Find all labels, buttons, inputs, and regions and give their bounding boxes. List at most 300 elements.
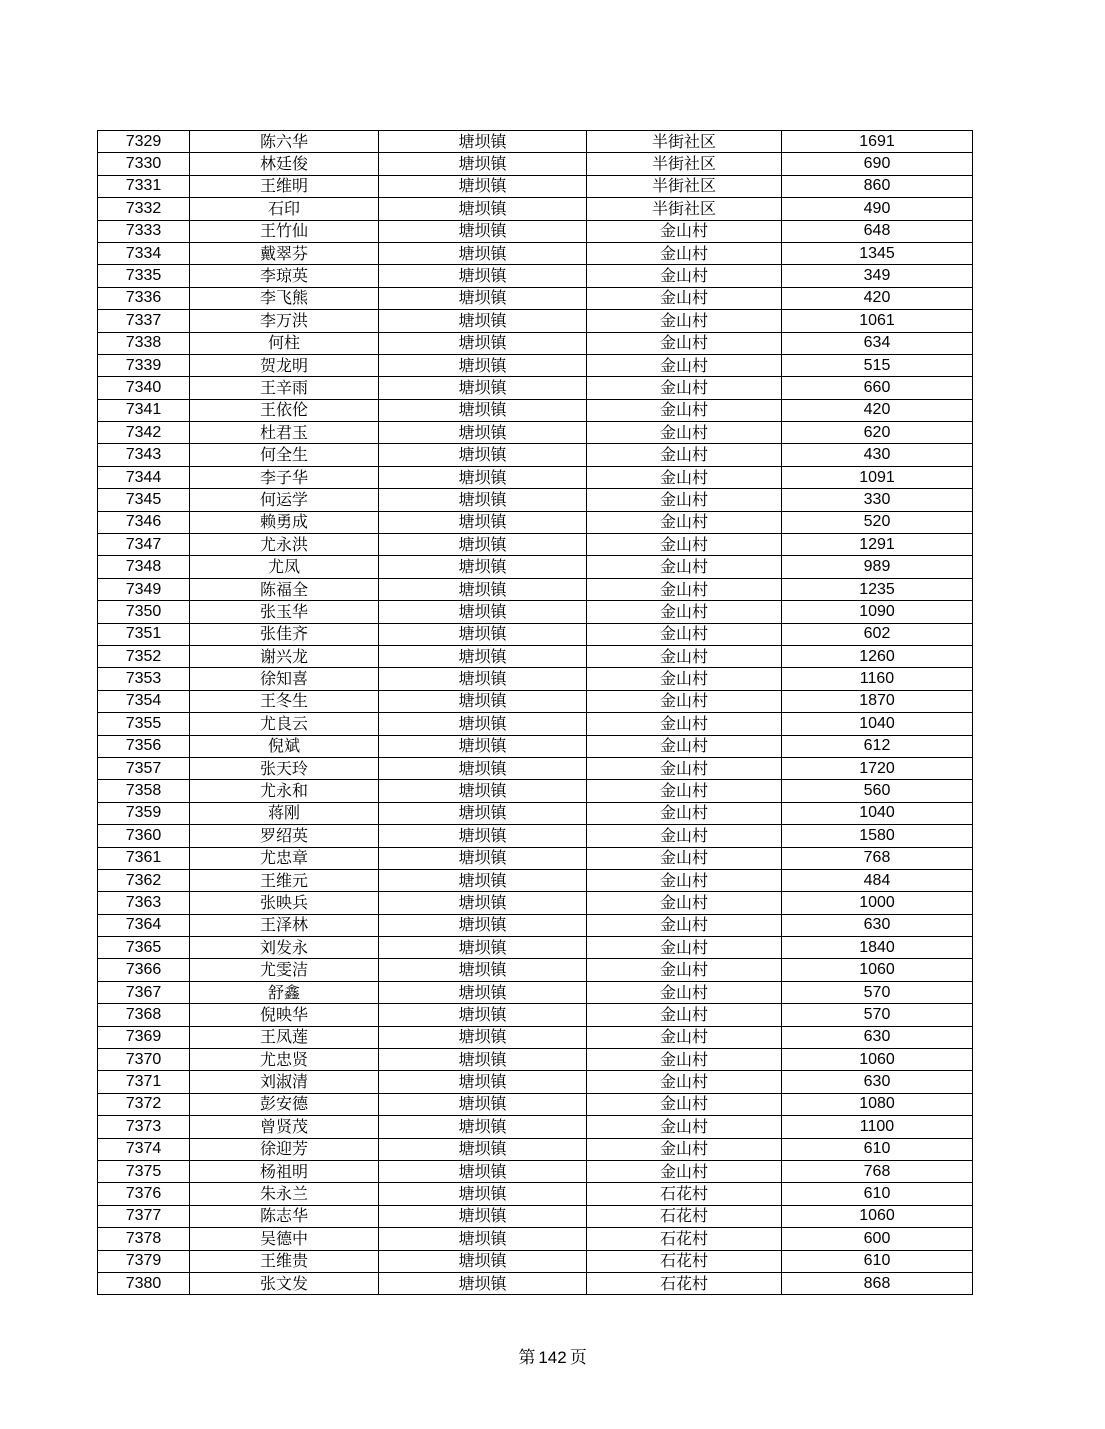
town-cell: 塘坝镇 bbox=[379, 825, 587, 847]
table-row bbox=[98, 825, 973, 847]
town-cell: 塘坝镇 bbox=[379, 1049, 587, 1071]
town-cell: 塘坝镇 bbox=[379, 1272, 587, 1294]
name-cell: 张文发 bbox=[190, 1272, 379, 1294]
name-cell: 舒鑫 bbox=[190, 981, 379, 1003]
amount-cell: 349 bbox=[782, 265, 973, 287]
table-row bbox=[98, 1138, 973, 1160]
name-cell: 陈志华 bbox=[190, 1205, 379, 1227]
amount-cell: 1040 bbox=[782, 802, 973, 824]
village-cell: 金山村 bbox=[587, 735, 782, 757]
village-cell: 金山村 bbox=[587, 444, 782, 466]
name-cell: 尤良云 bbox=[190, 713, 379, 735]
town-cell: 塘坝镇 bbox=[379, 175, 587, 197]
name-cell: 王依伦 bbox=[190, 399, 379, 421]
amount-cell: 560 bbox=[782, 780, 973, 802]
village-cell: 金山村 bbox=[587, 1004, 782, 1026]
town-cell: 塘坝镇 bbox=[379, 466, 587, 488]
village-cell: 金山村 bbox=[587, 1160, 782, 1182]
town-cell: 塘坝镇 bbox=[379, 1250, 587, 1272]
village-cell: 金山村 bbox=[587, 354, 782, 376]
table-row bbox=[98, 1160, 973, 1182]
row-number-cell: 7361 bbox=[98, 847, 190, 869]
amount-cell: 1260 bbox=[782, 645, 973, 667]
amount-cell: 630 bbox=[782, 1026, 973, 1048]
amount-cell: 660 bbox=[782, 377, 973, 399]
table-row bbox=[98, 601, 973, 623]
amount-cell: 330 bbox=[782, 489, 973, 511]
town-cell: 塘坝镇 bbox=[379, 892, 587, 914]
name-cell: 徐知喜 bbox=[190, 668, 379, 690]
village-cell: 金山村 bbox=[587, 959, 782, 981]
row-number-cell: 7365 bbox=[98, 937, 190, 959]
amount-cell: 648 bbox=[782, 220, 973, 242]
table-row bbox=[98, 623, 973, 645]
amount-cell: 860 bbox=[782, 175, 973, 197]
page-number: 142 bbox=[538, 1348, 567, 1367]
town-cell: 塘坝镇 bbox=[379, 668, 587, 690]
town-cell: 塘坝镇 bbox=[379, 959, 587, 981]
row-number-cell: 7377 bbox=[98, 1205, 190, 1227]
row-number-cell: 7370 bbox=[98, 1049, 190, 1071]
village-cell: 金山村 bbox=[587, 802, 782, 824]
village-cell: 金山村 bbox=[587, 757, 782, 779]
town-cell: 塘坝镇 bbox=[379, 869, 587, 891]
village-cell: 金山村 bbox=[587, 578, 782, 600]
town-cell: 塘坝镇 bbox=[379, 1026, 587, 1048]
village-cell: 金山村 bbox=[587, 825, 782, 847]
name-cell: 石印 bbox=[190, 198, 379, 220]
data-table bbox=[97, 130, 973, 1295]
village-cell: 金山村 bbox=[587, 1116, 782, 1138]
table-row bbox=[98, 377, 973, 399]
town-cell: 塘坝镇 bbox=[379, 242, 587, 264]
row-number-cell: 7338 bbox=[98, 332, 190, 354]
amount-cell: 1160 bbox=[782, 668, 973, 690]
name-cell: 张映兵 bbox=[190, 892, 379, 914]
name-cell: 尤雯洁 bbox=[190, 959, 379, 981]
town-cell: 塘坝镇 bbox=[379, 757, 587, 779]
row-number-cell: 7367 bbox=[98, 981, 190, 1003]
row-number-cell: 7357 bbox=[98, 757, 190, 779]
village-cell: 石花村 bbox=[587, 1272, 782, 1294]
name-cell: 杜君玉 bbox=[190, 422, 379, 444]
table-row bbox=[98, 1272, 973, 1294]
amount-cell: 1235 bbox=[782, 578, 973, 600]
town-cell: 塘坝镇 bbox=[379, 645, 587, 667]
village-cell: 金山村 bbox=[587, 287, 782, 309]
row-number-cell: 7353 bbox=[98, 668, 190, 690]
amount-cell: 1580 bbox=[782, 825, 973, 847]
row-number-cell: 7363 bbox=[98, 892, 190, 914]
village-cell: 金山村 bbox=[587, 265, 782, 287]
table-row bbox=[98, 399, 973, 421]
row-number-cell: 7362 bbox=[98, 869, 190, 891]
table-row bbox=[98, 332, 973, 354]
village-cell: 金山村 bbox=[587, 377, 782, 399]
table-row bbox=[98, 1071, 973, 1093]
town-cell: 塘坝镇 bbox=[379, 534, 587, 556]
name-cell: 王冬生 bbox=[190, 690, 379, 712]
town-cell: 塘坝镇 bbox=[379, 511, 587, 533]
table-row bbox=[98, 780, 973, 802]
town-cell: 塘坝镇 bbox=[379, 713, 587, 735]
village-cell: 石花村 bbox=[587, 1228, 782, 1250]
town-cell: 塘坝镇 bbox=[379, 1071, 587, 1093]
amount-cell: 1060 bbox=[782, 1049, 973, 1071]
row-number-cell: 7331 bbox=[98, 175, 190, 197]
name-cell: 赖勇成 bbox=[190, 511, 379, 533]
table-row bbox=[98, 757, 973, 779]
row-number-cell: 7350 bbox=[98, 601, 190, 623]
amount-cell: 484 bbox=[782, 869, 973, 891]
name-cell: 王竹仙 bbox=[190, 220, 379, 242]
village-cell: 金山村 bbox=[587, 780, 782, 802]
row-number-cell: 7332 bbox=[98, 198, 190, 220]
town-cell: 塘坝镇 bbox=[379, 1004, 587, 1026]
name-cell: 陈福全 bbox=[190, 578, 379, 600]
amount-cell: 690 bbox=[782, 153, 973, 175]
town-cell: 塘坝镇 bbox=[379, 489, 587, 511]
row-number-cell: 7358 bbox=[98, 780, 190, 802]
amount-cell: 1060 bbox=[782, 1205, 973, 1227]
town-cell: 塘坝镇 bbox=[379, 1205, 587, 1227]
name-cell: 吴德中 bbox=[190, 1228, 379, 1250]
name-cell: 王辛雨 bbox=[190, 377, 379, 399]
town-cell: 塘坝镇 bbox=[379, 802, 587, 824]
amount-cell: 1040 bbox=[782, 713, 973, 735]
town-cell: 塘坝镇 bbox=[379, 198, 587, 220]
village-cell: 金山村 bbox=[587, 1026, 782, 1048]
village-cell: 半街社区 bbox=[587, 131, 782, 153]
village-cell: 金山村 bbox=[587, 981, 782, 1003]
table-row bbox=[98, 802, 973, 824]
town-cell: 塘坝镇 bbox=[379, 780, 587, 802]
town-cell: 塘坝镇 bbox=[379, 578, 587, 600]
town-cell: 塘坝镇 bbox=[379, 1160, 587, 1182]
table-row bbox=[98, 1116, 973, 1138]
name-cell: 李万洪 bbox=[190, 310, 379, 332]
amount-cell: 610 bbox=[782, 1138, 973, 1160]
table-row bbox=[98, 578, 973, 600]
table-row bbox=[98, 981, 973, 1003]
row-number-cell: 7351 bbox=[98, 623, 190, 645]
row-number-cell: 7335 bbox=[98, 265, 190, 287]
name-cell: 尤忠章 bbox=[190, 847, 379, 869]
village-cell: 金山村 bbox=[587, 220, 782, 242]
town-cell: 塘坝镇 bbox=[379, 1138, 587, 1160]
name-cell: 李子华 bbox=[190, 466, 379, 488]
name-cell: 倪映华 bbox=[190, 1004, 379, 1026]
village-cell: 金山村 bbox=[587, 556, 782, 578]
amount-cell: 520 bbox=[782, 511, 973, 533]
amount-cell: 610 bbox=[782, 1250, 973, 1272]
town-cell: 塘坝镇 bbox=[379, 690, 587, 712]
town-cell: 塘坝镇 bbox=[379, 623, 587, 645]
name-cell: 朱永兰 bbox=[190, 1183, 379, 1205]
village-cell: 金山村 bbox=[587, 937, 782, 959]
row-number-cell: 7336 bbox=[98, 287, 190, 309]
name-cell: 王维贵 bbox=[190, 1250, 379, 1272]
table-row bbox=[98, 892, 973, 914]
name-cell: 李琼英 bbox=[190, 265, 379, 287]
row-number-cell: 7343 bbox=[98, 444, 190, 466]
table-row bbox=[98, 444, 973, 466]
village-cell: 金山村 bbox=[587, 332, 782, 354]
table-row bbox=[98, 131, 973, 153]
amount-cell: 420 bbox=[782, 399, 973, 421]
amount-cell: 634 bbox=[782, 332, 973, 354]
amount-cell: 1090 bbox=[782, 601, 973, 623]
row-number-cell: 7355 bbox=[98, 713, 190, 735]
village-cell: 金山村 bbox=[587, 601, 782, 623]
amount-cell: 602 bbox=[782, 623, 973, 645]
amount-cell: 515 bbox=[782, 354, 973, 376]
table-row bbox=[98, 735, 973, 757]
village-cell: 金山村 bbox=[587, 534, 782, 556]
name-cell: 林廷俊 bbox=[190, 153, 379, 175]
town-cell: 塘坝镇 bbox=[379, 937, 587, 959]
table-row bbox=[98, 1228, 973, 1250]
town-cell: 塘坝镇 bbox=[379, 153, 587, 175]
row-number-cell: 7364 bbox=[98, 914, 190, 936]
table-row bbox=[98, 713, 973, 735]
row-number-cell: 7344 bbox=[98, 466, 190, 488]
table-row bbox=[98, 466, 973, 488]
amount-cell: 612 bbox=[782, 735, 973, 757]
amount-cell: 1840 bbox=[782, 937, 973, 959]
amount-cell: 1691 bbox=[782, 131, 973, 153]
village-cell: 石花村 bbox=[587, 1250, 782, 1272]
name-cell: 何柱 bbox=[190, 332, 379, 354]
village-cell: 金山村 bbox=[587, 1138, 782, 1160]
table-row bbox=[98, 937, 973, 959]
name-cell: 王维元 bbox=[190, 869, 379, 891]
name-cell: 倪斌 bbox=[190, 735, 379, 757]
town-cell: 塘坝镇 bbox=[379, 556, 587, 578]
name-cell: 刘发永 bbox=[190, 937, 379, 959]
table-row bbox=[98, 242, 973, 264]
village-cell: 金山村 bbox=[587, 1049, 782, 1071]
village-cell: 金山村 bbox=[587, 847, 782, 869]
name-cell: 何全生 bbox=[190, 444, 379, 466]
row-number-cell: 7371 bbox=[98, 1071, 190, 1093]
amount-cell: 1100 bbox=[782, 1116, 973, 1138]
row-number-cell: 7345 bbox=[98, 489, 190, 511]
town-cell: 塘坝镇 bbox=[379, 1183, 587, 1205]
row-number-cell: 7375 bbox=[98, 1160, 190, 1182]
name-cell: 罗绍英 bbox=[190, 825, 379, 847]
row-number-cell: 7369 bbox=[98, 1026, 190, 1048]
village-cell: 金山村 bbox=[587, 242, 782, 264]
page-suffix: 页 bbox=[569, 1348, 587, 1368]
table-row bbox=[98, 265, 973, 287]
village-cell: 金山村 bbox=[587, 623, 782, 645]
town-cell: 塘坝镇 bbox=[379, 1116, 587, 1138]
row-number-cell: 7366 bbox=[98, 959, 190, 981]
amount-cell: 1291 bbox=[782, 534, 973, 556]
town-cell: 塘坝镇 bbox=[379, 847, 587, 869]
town-cell: 塘坝镇 bbox=[379, 735, 587, 757]
amount-cell: 868 bbox=[782, 1272, 973, 1294]
row-number-cell: 7329 bbox=[98, 131, 190, 153]
village-cell: 金山村 bbox=[587, 914, 782, 936]
table-row bbox=[98, 153, 973, 175]
table-row bbox=[98, 869, 973, 891]
amount-cell: 610 bbox=[782, 1183, 973, 1205]
table-row bbox=[98, 1026, 973, 1048]
town-cell: 塘坝镇 bbox=[379, 981, 587, 1003]
town-cell: 塘坝镇 bbox=[379, 1093, 587, 1115]
page-footer bbox=[0, 1343, 1105, 1368]
name-cell: 王凤莲 bbox=[190, 1026, 379, 1048]
row-number-cell: 7349 bbox=[98, 578, 190, 600]
town-cell: 塘坝镇 bbox=[379, 131, 587, 153]
table-row bbox=[98, 556, 973, 578]
row-number-cell: 7334 bbox=[98, 242, 190, 264]
village-cell: 金山村 bbox=[587, 690, 782, 712]
row-number-cell: 7340 bbox=[98, 377, 190, 399]
village-cell: 半街社区 bbox=[587, 175, 782, 197]
amount-cell: 1720 bbox=[782, 757, 973, 779]
row-number-cell: 7368 bbox=[98, 1004, 190, 1026]
amount-cell: 768 bbox=[782, 1160, 973, 1182]
amount-cell: 989 bbox=[782, 556, 973, 578]
row-number-cell: 7352 bbox=[98, 645, 190, 667]
village-cell: 石花村 bbox=[587, 1205, 782, 1227]
town-cell: 塘坝镇 bbox=[379, 265, 587, 287]
table-row bbox=[98, 511, 973, 533]
town-cell: 塘坝镇 bbox=[379, 444, 587, 466]
town-cell: 塘坝镇 bbox=[379, 287, 587, 309]
row-number-cell: 7376 bbox=[98, 1183, 190, 1205]
table-row bbox=[98, 489, 973, 511]
town-cell: 塘坝镇 bbox=[379, 354, 587, 376]
row-number-cell: 7333 bbox=[98, 220, 190, 242]
town-cell: 塘坝镇 bbox=[379, 377, 587, 399]
village-cell: 石花村 bbox=[587, 1183, 782, 1205]
name-cell: 张玉华 bbox=[190, 601, 379, 623]
table-row bbox=[98, 847, 973, 869]
name-cell: 尤忠贤 bbox=[190, 1049, 379, 1071]
name-cell: 曾贤茂 bbox=[190, 1116, 379, 1138]
row-number-cell: 7360 bbox=[98, 825, 190, 847]
amount-cell: 600 bbox=[782, 1228, 973, 1250]
row-number-cell: 7380 bbox=[98, 1272, 190, 1294]
village-cell: 金山村 bbox=[587, 1071, 782, 1093]
village-cell: 金山村 bbox=[587, 892, 782, 914]
town-cell: 塘坝镇 bbox=[379, 1228, 587, 1250]
name-cell: 谢兴龙 bbox=[190, 645, 379, 667]
row-number-cell: 7346 bbox=[98, 511, 190, 533]
name-cell: 何运学 bbox=[190, 489, 379, 511]
row-number-cell: 7330 bbox=[98, 153, 190, 175]
village-cell: 金山村 bbox=[587, 668, 782, 690]
town-cell: 塘坝镇 bbox=[379, 310, 587, 332]
amount-cell: 570 bbox=[782, 1004, 973, 1026]
table-row bbox=[98, 1183, 973, 1205]
table-row bbox=[98, 310, 973, 332]
table-row bbox=[98, 668, 973, 690]
amount-cell: 620 bbox=[782, 422, 973, 444]
name-cell: 戴翠芬 bbox=[190, 242, 379, 264]
amount-cell: 1870 bbox=[782, 690, 973, 712]
village-cell: 金山村 bbox=[587, 869, 782, 891]
table-row bbox=[98, 198, 973, 220]
name-cell: 尤凤 bbox=[190, 556, 379, 578]
amount-cell: 1060 bbox=[782, 959, 973, 981]
town-cell: 塘坝镇 bbox=[379, 332, 587, 354]
table-row bbox=[98, 1004, 973, 1026]
page-prefix: 第 bbox=[518, 1348, 536, 1368]
table-row bbox=[98, 534, 973, 556]
town-cell: 塘坝镇 bbox=[379, 220, 587, 242]
village-cell: 金山村 bbox=[587, 713, 782, 735]
table-body bbox=[98, 131, 973, 1295]
table-row bbox=[98, 914, 973, 936]
village-cell: 金山村 bbox=[587, 1093, 782, 1115]
row-number-cell: 7379 bbox=[98, 1250, 190, 1272]
village-cell: 金山村 bbox=[587, 399, 782, 421]
name-cell: 刘淑清 bbox=[190, 1071, 379, 1093]
village-cell: 金山村 bbox=[587, 422, 782, 444]
amount-cell: 490 bbox=[782, 198, 973, 220]
row-number-cell: 7347 bbox=[98, 534, 190, 556]
row-number-cell: 7359 bbox=[98, 802, 190, 824]
name-cell: 李飞熊 bbox=[190, 287, 379, 309]
name-cell: 贺龙明 bbox=[190, 354, 379, 376]
table-row bbox=[98, 645, 973, 667]
amount-cell: 420 bbox=[782, 287, 973, 309]
table-row bbox=[98, 220, 973, 242]
name-cell: 张佳齐 bbox=[190, 623, 379, 645]
name-cell: 张天玲 bbox=[190, 757, 379, 779]
table-row bbox=[98, 422, 973, 444]
row-number-cell: 7356 bbox=[98, 735, 190, 757]
table-row bbox=[98, 690, 973, 712]
name-cell: 陈六华 bbox=[190, 131, 379, 153]
table-row bbox=[98, 1093, 973, 1115]
name-cell: 徐迎芳 bbox=[190, 1138, 379, 1160]
amount-cell: 430 bbox=[782, 444, 973, 466]
town-cell: 塘坝镇 bbox=[379, 914, 587, 936]
amount-cell: 570 bbox=[782, 981, 973, 1003]
amount-cell: 1061 bbox=[782, 310, 973, 332]
amount-cell: 1080 bbox=[782, 1093, 973, 1115]
table-row bbox=[98, 1205, 973, 1227]
name-cell: 彭安德 bbox=[190, 1093, 379, 1115]
row-number-cell: 7339 bbox=[98, 354, 190, 376]
row-number-cell: 7374 bbox=[98, 1138, 190, 1160]
amount-cell: 1345 bbox=[782, 242, 973, 264]
row-number-cell: 7342 bbox=[98, 422, 190, 444]
village-cell: 金山村 bbox=[587, 511, 782, 533]
village-cell: 金山村 bbox=[587, 645, 782, 667]
row-number-cell: 7354 bbox=[98, 690, 190, 712]
name-cell: 王泽林 bbox=[190, 914, 379, 936]
amount-cell: 630 bbox=[782, 1071, 973, 1093]
name-cell: 蒋刚 bbox=[190, 802, 379, 824]
row-number-cell: 7372 bbox=[98, 1093, 190, 1115]
table-row bbox=[98, 175, 973, 197]
amount-cell: 1000 bbox=[782, 892, 973, 914]
amount-cell: 1091 bbox=[782, 466, 973, 488]
row-number-cell: 7341 bbox=[98, 399, 190, 421]
village-cell: 金山村 bbox=[587, 310, 782, 332]
table-row bbox=[98, 959, 973, 981]
table-row bbox=[98, 1049, 973, 1071]
row-number-cell: 7373 bbox=[98, 1116, 190, 1138]
amount-cell: 630 bbox=[782, 914, 973, 936]
